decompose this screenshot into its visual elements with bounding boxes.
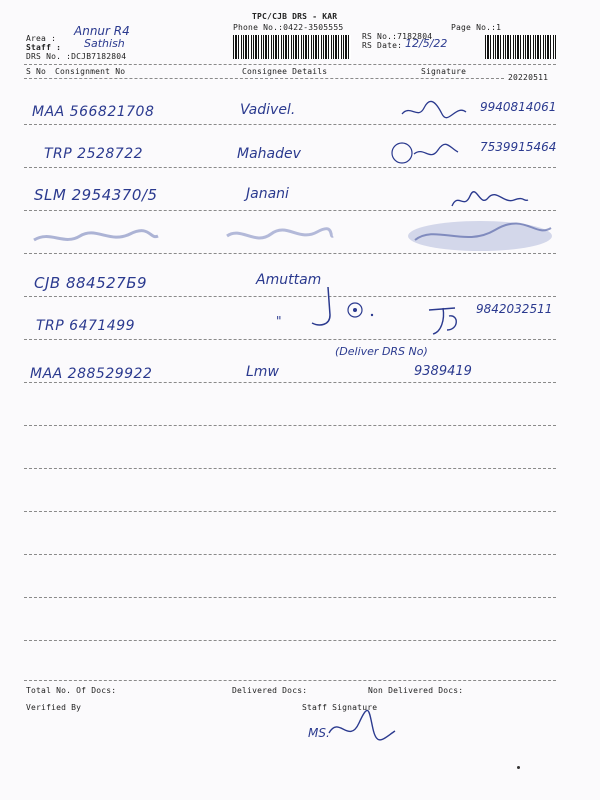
signature-scribble: [400, 100, 470, 122]
staff-signature-label: Staff Signature: [302, 703, 378, 712]
staff-signature-initials: MS.: [308, 726, 330, 740]
row-divider: [24, 597, 556, 598]
row-divider: [24, 468, 556, 469]
speck-dot: [517, 766, 520, 769]
row-divider: [24, 167, 556, 168]
page-title: TPC/CJB DRS - KAR: [252, 12, 338, 21]
column-header-consignment: Consignment No: [55, 67, 126, 76]
delivered-docs-label: Delivered Docs:: [232, 686, 308, 695]
verified-by-label: Verified By: [26, 703, 82, 712]
consignee-name: Mahadev: [237, 146, 301, 162]
consignment-number: MAA 288529922: [30, 366, 153, 382]
signature-scribble: [390, 140, 460, 166]
barcode-right: [485, 35, 557, 59]
signature-mark-bracket: [300, 285, 380, 331]
phone-number-handwritten: 9940814061: [480, 100, 557, 114]
consignment-number: CJB 884527Б9: [34, 274, 148, 292]
area-label: Area :: [26, 34, 57, 43]
phone-number-handwritten: 9842032511: [476, 302, 553, 316]
row-divider: [24, 382, 556, 383]
drs-number: DRS No. :DCJB7182804: [26, 52, 127, 61]
consignee-name: Janani: [246, 186, 289, 202]
row-divider: [24, 425, 556, 426]
consignment-number: TRP 2528722: [44, 146, 144, 162]
smudged-stamp: [405, 218, 555, 254]
barcode-left: [233, 35, 351, 59]
total-docs-label: Total No. Of Docs:: [26, 686, 117, 695]
rs-date-label: RS Date:: [362, 41, 403, 50]
row-divider: [24, 210, 556, 211]
phone-number: Phone No.:0422-3505555: [233, 23, 344, 32]
row-divider: [24, 554, 556, 555]
row-divider: [24, 339, 556, 340]
area-handwritten: Annur R4: [74, 24, 130, 38]
signature-scribble: [425, 300, 465, 340]
row-divider: [24, 680, 556, 681]
phone-number-handwritten: 7539915464: [480, 140, 557, 154]
consignee-name: Amuttam: [256, 272, 322, 288]
smudged-entry: [30, 226, 160, 250]
smudged-entry: [225, 224, 335, 248]
row-divider: [24, 124, 556, 125]
drs-note-handwritten: (Deliver DRS No): [335, 345, 428, 358]
consignment-number: MAA 566821708: [32, 104, 155, 120]
header-divider-top: [24, 64, 556, 65]
consignee-name: ": [276, 314, 282, 328]
signature-scribble: [450, 190, 530, 212]
staff-handwritten: Sathish: [84, 37, 125, 50]
column-header-sno: S No: [26, 67, 47, 76]
non-delivered-docs-label: Non Delivered Docs:: [368, 686, 464, 695]
row-divider: [24, 511, 556, 512]
rs-date-handwritten: 12/5/22: [405, 37, 448, 50]
phone-number-handwritten: 9389419: [414, 364, 472, 379]
consignee-name: Vadivel.: [240, 102, 296, 118]
page-number: Page No.:1: [451, 23, 502, 32]
staff-signature-scribble: [325, 705, 400, 750]
consignment-number: TRP 6471499: [36, 318, 136, 334]
column-header-signature: Signature: [421, 67, 467, 76]
row-divider: [24, 640, 556, 641]
row-divider: [24, 296, 556, 297]
consignee-name: Lmw: [246, 364, 279, 380]
rs-number: RS No.:7182804: [362, 32, 433, 41]
header-divider-bottom: [24, 78, 504, 79]
staff-label: Staff :: [26, 43, 62, 52]
date-code: 20220511: [508, 73, 549, 82]
column-header-consignee: Consignee Details: [242, 67, 328, 76]
consignment-number: SLM 2954370/5: [34, 186, 158, 204]
row-divider: [24, 253, 556, 254]
